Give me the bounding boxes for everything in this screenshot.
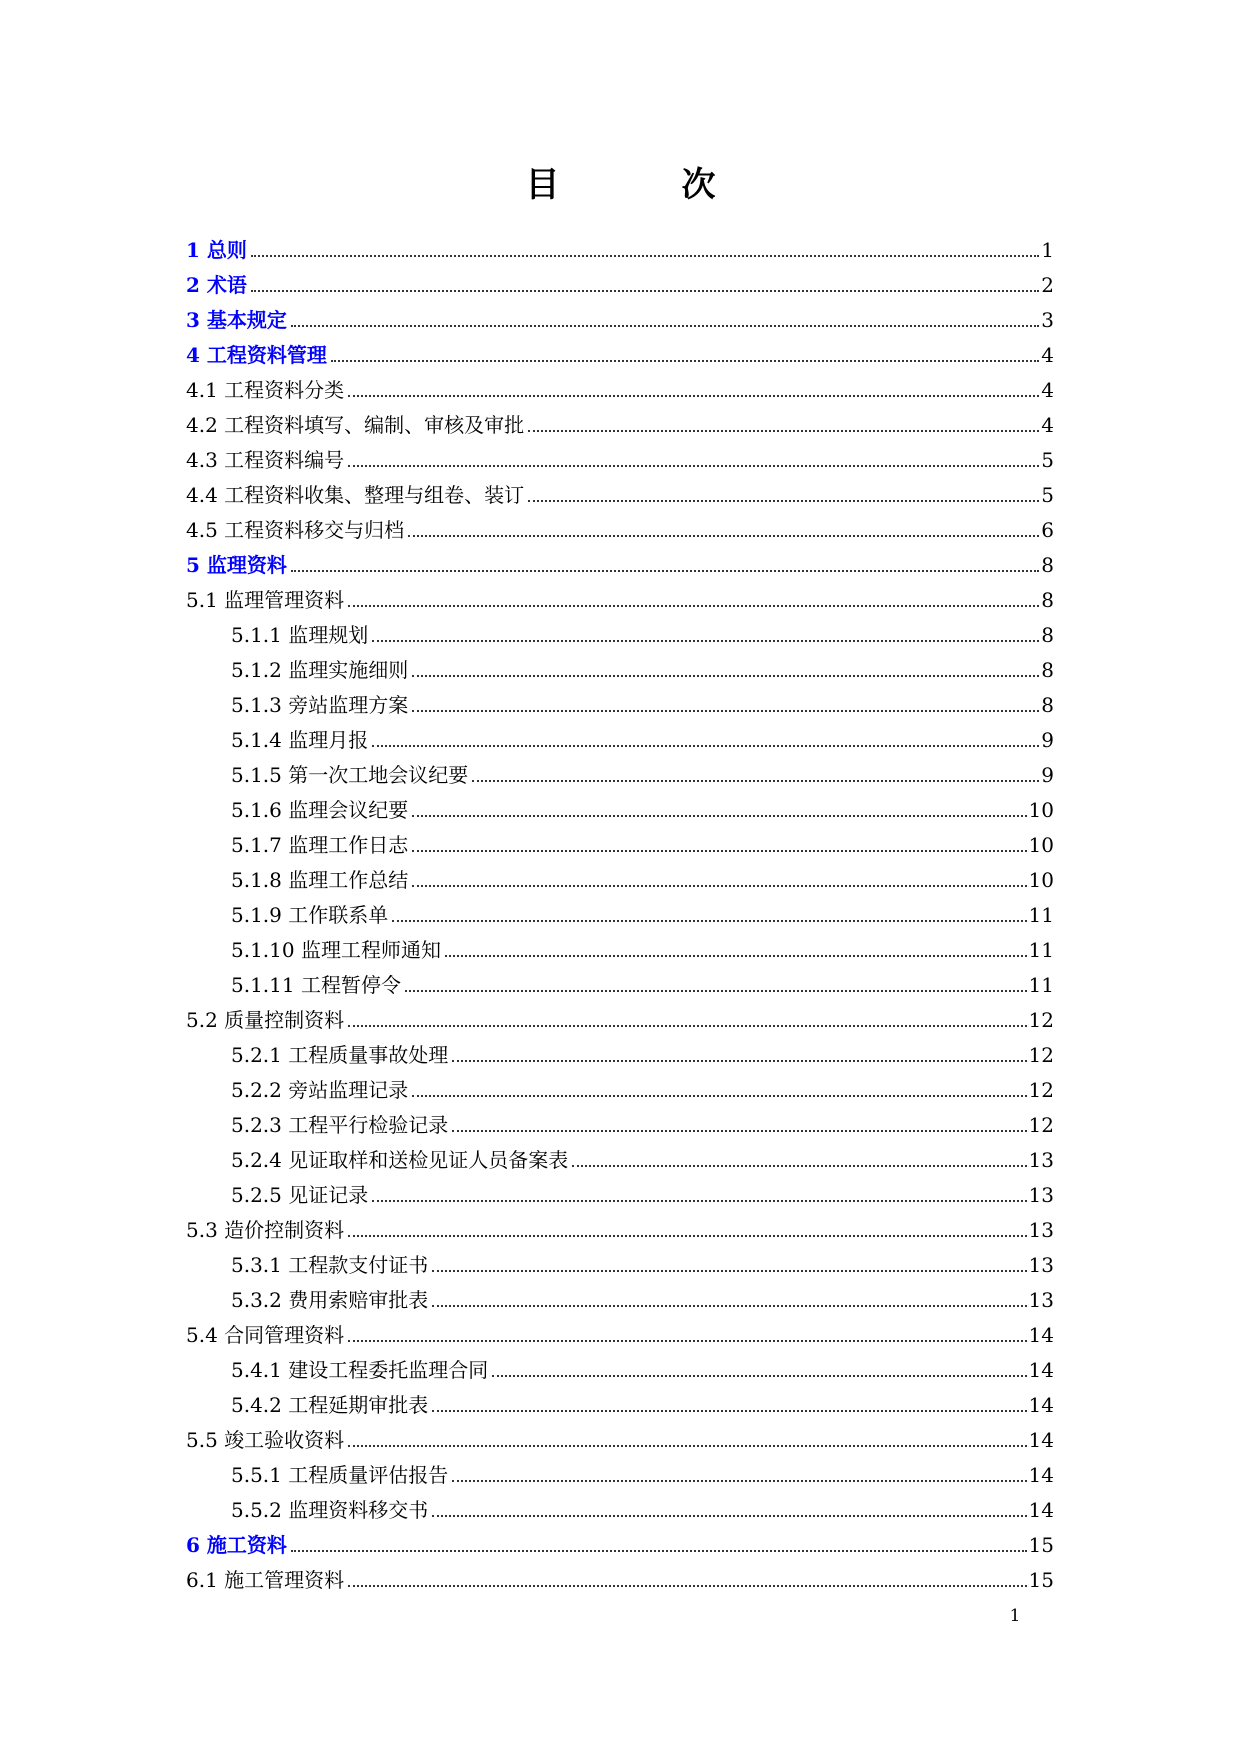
toc-entry[interactable] xyxy=(186,680,1054,715)
toc-entry[interactable] xyxy=(186,1345,1054,1380)
toc-entry-label[interactable]: 5.1.7 监理工作日志 xyxy=(231,833,409,857)
toc-dot-leader xyxy=(432,1305,1026,1307)
toc-dot-leader xyxy=(405,990,1027,992)
toc-entry[interactable] xyxy=(186,610,1054,645)
toc-entry-label[interactable]: 5.1.10 监理工程师通知 xyxy=(231,938,441,962)
toc-dot-leader xyxy=(452,1130,1026,1132)
toc-dot-leader xyxy=(348,1235,1026,1237)
toc-dot-leader xyxy=(432,1515,1026,1517)
toc-entry-label[interactable]: 5.1.6 监理会议纪要 xyxy=(231,798,409,822)
toc-entry[interactable] xyxy=(186,365,1054,400)
toc-entry-label[interactable]: 5.1.8 监理工作总结 xyxy=(231,868,409,892)
toc-entry-page: 4 xyxy=(1041,343,1054,367)
toc-dot-leader xyxy=(392,920,1026,922)
toc-entry[interactable] xyxy=(186,575,1054,610)
toc-dot-leader xyxy=(372,640,1039,642)
toc-entry[interactable] xyxy=(186,540,1054,575)
toc-entry[interactable] xyxy=(186,435,1054,470)
toc-entry[interactable] xyxy=(186,1205,1054,1240)
toc-entry-page: 12 xyxy=(1028,1008,1054,1032)
toc-entry-page: 14 xyxy=(1028,1498,1054,1522)
toc-dot-leader xyxy=(472,780,1039,782)
toc-dot-leader xyxy=(412,710,1039,712)
toc-dot-leader xyxy=(445,955,1027,957)
toc-entry-page: 11 xyxy=(1028,903,1054,927)
toc-entry[interactable] xyxy=(186,1275,1054,1310)
page-number: 1 xyxy=(1009,1606,1021,1626)
toc-entry[interactable] xyxy=(186,1310,1054,1345)
toc-entry[interactable] xyxy=(186,1555,1054,1590)
toc-entry-page: 15 xyxy=(1028,1568,1054,1592)
toc-entry-label[interactable]: 5.3.1 工程款支付证书 xyxy=(231,1253,429,1277)
toc-dot-leader xyxy=(572,1165,1026,1167)
toc-entry-label[interactable]: 3 基本规定 xyxy=(186,308,287,332)
toc-entry-page: 13 xyxy=(1028,1288,1054,1312)
toc-entry[interactable] xyxy=(186,750,1054,785)
toc-entry-label[interactable]: 4.1 工程资料分类 xyxy=(186,378,345,402)
toc-entry[interactable] xyxy=(186,1065,1054,1100)
toc-entry-page: 11 xyxy=(1028,973,1054,997)
toc-entry-label[interactable]: 5.1.1 监理规划 xyxy=(231,623,369,647)
toc-entry-page: 8 xyxy=(1041,623,1054,647)
toc-entry-label[interactable]: 5.1.2 监理实施细则 xyxy=(231,658,409,682)
toc-entry-page: 13 xyxy=(1028,1183,1054,1207)
toc-entry-page: 8 xyxy=(1041,658,1054,682)
toc-entry[interactable] xyxy=(186,890,1054,925)
toc-entry-page: 15 xyxy=(1028,1533,1054,1557)
toc-entry[interactable] xyxy=(186,1170,1054,1205)
toc-entry-page: 12 xyxy=(1028,1078,1054,1102)
toc-entry-page: 13 xyxy=(1028,1253,1054,1277)
toc-entry-label[interactable]: 5.4 合同管理资料 xyxy=(186,1323,345,1347)
toc-entry-page: 1 xyxy=(1041,238,1054,262)
toc-entry-page: 14 xyxy=(1028,1428,1054,1452)
toc-entry-page: 11 xyxy=(1028,938,1054,962)
toc-dot-leader xyxy=(348,1585,1026,1587)
toc-entry-label[interactable]: 5.1.3 旁站监理方案 xyxy=(231,693,409,717)
toc-dot-leader xyxy=(432,1270,1026,1272)
toc-entry-label[interactable]: 4.2 工程资料填写、编制、审核及审批 xyxy=(186,413,525,437)
toc-entry[interactable] xyxy=(186,260,1054,295)
toc-entry-label[interactable]: 5.1.9 工作联系单 xyxy=(231,903,389,927)
toc-entry-page: 14 xyxy=(1028,1393,1054,1417)
toc-entry[interactable] xyxy=(186,1100,1054,1135)
toc-entry[interactable] xyxy=(186,1380,1054,1415)
toc-dot-leader xyxy=(412,885,1026,887)
toc-dot-leader xyxy=(348,395,1039,397)
toc-dot-leader xyxy=(528,430,1039,432)
toc-entry-page: 4 xyxy=(1041,378,1054,402)
toc-entry-page: 8 xyxy=(1041,553,1054,577)
toc-entry-label[interactable]: 5.4.1 建设工程委托监理合同 xyxy=(231,1358,489,1382)
toc-entry[interactable] xyxy=(186,785,1054,820)
toc-entry-label[interactable]: 5.5.1 工程质量评估报告 xyxy=(231,1463,449,1487)
toc-entry-label[interactable]: 4 工程资料管理 xyxy=(186,343,327,367)
toc-dot-leader xyxy=(492,1375,1026,1377)
table-of-contents xyxy=(186,225,1054,1590)
toc-entry-page: 14 xyxy=(1028,1323,1054,1347)
toc-entry[interactable] xyxy=(186,1415,1054,1450)
toc-dot-leader xyxy=(412,675,1039,677)
toc-entry[interactable] xyxy=(186,505,1054,540)
toc-entry[interactable] xyxy=(186,295,1054,330)
toc-entry[interactable] xyxy=(186,1485,1054,1520)
toc-entry-page: 5 xyxy=(1041,483,1054,507)
toc-dot-leader xyxy=(251,255,1039,257)
toc-entry[interactable] xyxy=(186,1520,1054,1555)
toc-entry-label[interactable]: 5.2.3 工程平行检验记录 xyxy=(231,1113,449,1137)
toc-entry-page: 10 xyxy=(1028,798,1054,822)
toc-entry-label[interactable]: 5.4.2 工程延期审批表 xyxy=(231,1393,429,1417)
toc-entry-page: 5 xyxy=(1041,448,1054,472)
toc-entry[interactable] xyxy=(186,925,1054,960)
toc-entry-page: 10 xyxy=(1028,833,1054,857)
toc-entry-page: 10 xyxy=(1028,868,1054,892)
toc-entry[interactable] xyxy=(186,855,1054,890)
toc-entry-label[interactable]: 2 术语 xyxy=(186,273,247,297)
toc-entry-label[interactable]: 5.1.4 监理月报 xyxy=(231,728,369,752)
toc-dot-leader xyxy=(528,500,1039,502)
toc-entry[interactable] xyxy=(186,1135,1054,1170)
toc-entry[interactable] xyxy=(186,400,1054,435)
toc-entry[interactable] xyxy=(186,820,1054,855)
page-title: 目 次 xyxy=(525,165,760,205)
toc-dot-leader xyxy=(372,745,1039,747)
toc-entry-label[interactable]: 5.5.2 监理资料移交书 xyxy=(231,1498,429,1522)
toc-dot-leader xyxy=(348,1340,1026,1342)
toc-entry[interactable] xyxy=(186,715,1054,750)
toc-entry-label[interactable]: 6 施工资料 xyxy=(186,1533,287,1557)
toc-entry-page: 14 xyxy=(1028,1463,1054,1487)
toc-entry-label[interactable]: 6.1 施工管理资料 xyxy=(186,1568,345,1592)
toc-entry-page: 6 xyxy=(1041,518,1054,542)
toc-entry[interactable] xyxy=(186,470,1054,505)
toc-dot-leader xyxy=(348,1445,1026,1447)
toc-entry-label[interactable]: 4.4 工程资料收集、整理与组卷、装订 xyxy=(186,483,525,507)
toc-entry-page: 14 xyxy=(1028,1358,1054,1382)
toc-dot-leader xyxy=(291,325,1039,327)
toc-entry-label[interactable]: 5.2.4 见证取样和送检见证人员备案表 xyxy=(231,1148,569,1172)
toc-dot-leader xyxy=(408,535,1039,537)
toc-entry-label[interactable]: 5.2.1 工程质量事故处理 xyxy=(231,1043,449,1067)
toc-dot-leader xyxy=(412,850,1026,852)
toc-dot-leader xyxy=(348,1025,1026,1027)
toc-entry-label[interactable]: 5.2 质量控制资料 xyxy=(186,1008,345,1032)
toc-dot-leader xyxy=(452,1060,1026,1062)
toc-entry-label[interactable]: 5.3 造价控制资料 xyxy=(186,1218,345,1242)
toc-entry[interactable] xyxy=(186,330,1054,365)
toc-entry-label[interactable]: 5.5 竣工验收资料 xyxy=(186,1428,345,1452)
toc-entry-page: 9 xyxy=(1041,763,1054,787)
toc-entry[interactable] xyxy=(186,225,1054,260)
toc-dot-leader xyxy=(251,290,1039,292)
toc-entry-label[interactable]: 5.1.5 第一次工地会议纪要 xyxy=(231,763,469,787)
toc-entry-label[interactable]: 4.5 工程资料移交与归档 xyxy=(186,518,405,542)
toc-entry-label[interactable]: 5 监理资料 xyxy=(186,553,287,577)
toc-entry-label[interactable]: 5.2.2 旁站监理记录 xyxy=(231,1078,409,1102)
toc-entry-page: 12 xyxy=(1028,1043,1054,1067)
toc-entry[interactable] xyxy=(186,645,1054,680)
toc-entry-page: 12 xyxy=(1028,1113,1054,1137)
toc-entry[interactable] xyxy=(186,1240,1054,1275)
toc-dot-leader xyxy=(372,1200,1026,1202)
toc-entry-page: 13 xyxy=(1028,1148,1054,1172)
toc-entry-label[interactable]: 4.3 工程资料编号 xyxy=(186,448,345,472)
toc-entry-page: 8 xyxy=(1041,588,1054,612)
toc-entry-label[interactable]: 5.1.11 工程暂停令 xyxy=(231,973,401,997)
toc-entry-page: 13 xyxy=(1028,1218,1054,1242)
toc-entry[interactable] xyxy=(186,995,1054,1030)
toc-dot-leader xyxy=(348,605,1039,607)
toc-entry-page: 8 xyxy=(1041,693,1054,717)
toc-entry[interactable] xyxy=(186,960,1054,995)
toc-dot-leader xyxy=(452,1480,1026,1482)
toc-entry[interactable] xyxy=(186,1030,1054,1065)
toc-entry-page: 9 xyxy=(1041,728,1054,752)
toc-entry-label[interactable]: 5.2.5 见证记录 xyxy=(231,1183,369,1207)
toc-dot-leader xyxy=(291,570,1039,572)
toc-dot-leader xyxy=(348,465,1039,467)
toc-entry-label[interactable]: 5.3.2 费用索赔审批表 xyxy=(231,1288,429,1312)
toc-dot-leader xyxy=(291,1550,1027,1552)
toc-entry-label[interactable]: 5.1 监理管理资料 xyxy=(186,588,345,612)
toc-dot-leader xyxy=(331,360,1039,362)
toc-entry-page: 2 xyxy=(1041,273,1054,297)
toc-dot-leader xyxy=(412,815,1026,817)
toc-dot-leader xyxy=(412,1095,1026,1097)
toc-dot-leader xyxy=(432,1410,1026,1412)
toc-entry-label[interactable]: 1 总则 xyxy=(186,238,247,262)
toc-entry-page: 4 xyxy=(1041,413,1054,437)
toc-entry-page: 3 xyxy=(1041,308,1054,332)
toc-entry[interactable] xyxy=(186,1450,1054,1485)
